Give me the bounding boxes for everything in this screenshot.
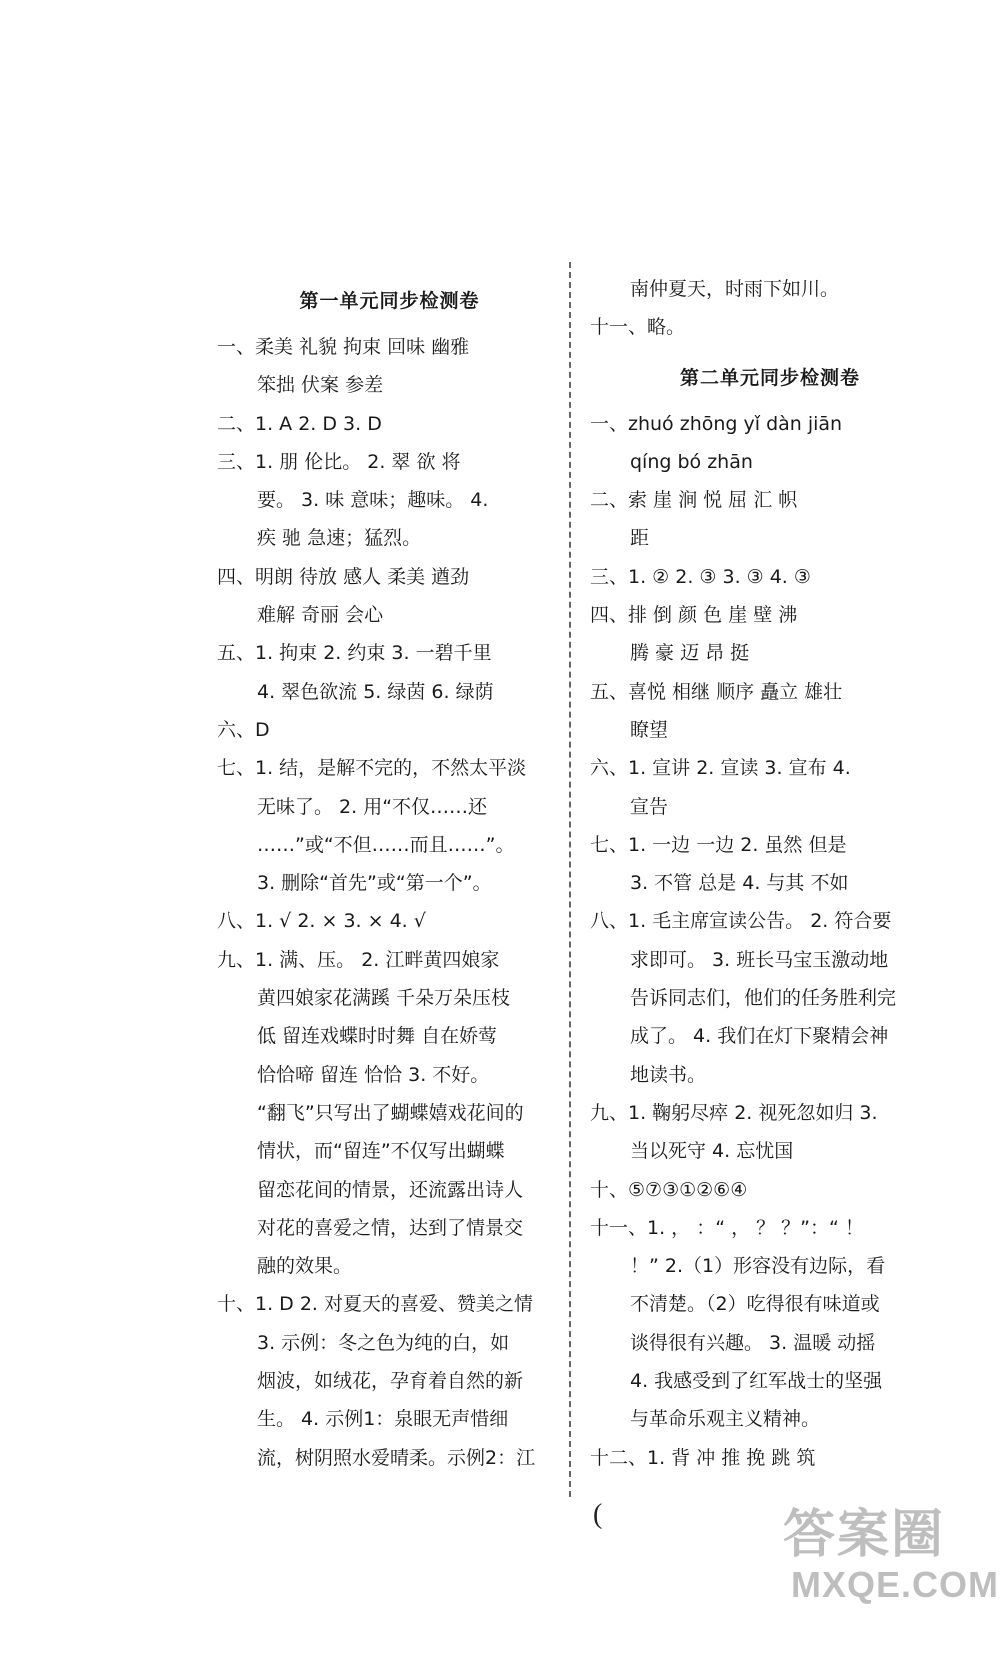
answer-line: 无味了。 2. 用“不仅……还 — [257, 795, 488, 818]
answer-item — [590, 902, 950, 1093]
answer-line: 烟波，如绒花，孕育着自然的新 — [257, 1370, 524, 1393]
answer-line: 4. 翠色欲流 5. 绿茵 6. 绿荫 — [257, 680, 494, 703]
answer-line: 一、柔美 礼貌 拘束 回味 幽雅 — [217, 336, 470, 358]
answer-line: 恰恰啼 留连 恰恰 3. 不好。 — [257, 1063, 490, 1086]
answer-item — [590, 826, 950, 903]
answer-line: 四、排 倒 颜 色 崖 壁 沸 — [590, 604, 798, 627]
answer-line: ……”或“不但……而且……”。 — [257, 833, 515, 856]
answer-line: 成了。 4. 我们在灯下聚精会神 — [630, 1025, 889, 1048]
answer-line: 三、1. 朋 伦比。 2. 翠 欲 将 — [217, 450, 461, 473]
answer-line: 腾 豪 迈 昂 挺 — [630, 642, 750, 665]
unit1-answers — [217, 328, 562, 1477]
answer-line: 二、索 崖 涧 悦 屈 汇 帜 — [590, 489, 798, 512]
answer-item — [590, 481, 950, 558]
answer-line: 3. 示例：冬之色为纯的白，如 — [257, 1331, 510, 1354]
answer-item — [590, 1209, 950, 1439]
answer-line: 一、zhuó zhōng yǐ dàn jiān — [590, 412, 843, 435]
answer-item — [217, 443, 562, 558]
answer-line: 难解 奇丽 会心 — [257, 604, 384, 627]
unit1-title: 第一单元同步检测卷 — [299, 290, 480, 312]
answer-item — [217, 1285, 562, 1476]
answer-line: 当以死守 4. 忘忧国 — [630, 1140, 794, 1163]
answer-line: 笨拙 伏案 参差 — [257, 374, 384, 397]
answer-item — [590, 405, 950, 482]
answer-line: 瞭望 — [630, 718, 669, 741]
answer-line: 3. 删除“首先”或“第一个”。 — [257, 872, 492, 895]
answer-item — [590, 596, 950, 673]
answer-line: qíng bó zhān — [630, 450, 753, 473]
answer-line: 五、喜悦 相继 顺序 矗立 雄壮 — [590, 680, 843, 703]
answer-item — [217, 711, 562, 749]
answer-line: 七、1. 结，是解不完的，不然太平淡 — [217, 757, 527, 780]
answer-line: 告诉同志们，他们的任务胜利完 — [630, 987, 897, 1010]
answer-item — [217, 405, 562, 443]
answer-line: 疾 驰 急速；猛烈。 — [257, 527, 422, 550]
answer-line: 3. 不管 总是 4. 与其 不如 — [630, 872, 849, 895]
answer-line: 五、1. 拘束 2. 约束 3. 一碧千里 — [217, 642, 492, 665]
answer-item — [590, 749, 950, 826]
answer-line: 要。 3. 味 意味；趣味。 4. — [257, 489, 489, 512]
answer-line: 十一、1. ， ：“ ， ？ ？”：“ ！ — [590, 1216, 864, 1239]
watermark-url: MXQE.COM — [791, 1564, 1000, 1605]
page-mark: ( — [593, 1499, 603, 1530]
answer-line: 十一、略。 — [590, 316, 686, 339]
answer-item — [217, 634, 562, 711]
answer-line: 与革命乐观主义精神。 — [630, 1408, 821, 1431]
answer-line: 八、1. 毛主席宣读公告。 2. 符合要 — [590, 910, 892, 933]
answer-line: 求即可。 3. 班长马宝玉激动地 — [630, 948, 889, 971]
left-column — [217, 270, 562, 1477]
answer-item — [217, 941, 562, 1286]
answer-line: 留恋花间的情景，还流露出诗人 — [257, 1178, 524, 1201]
answer-line: 地读书。 — [630, 1063, 707, 1086]
watermark-logo — [783, 1492, 1000, 1652]
answer-item — [217, 328, 562, 405]
unit2-title: 第二单元同步检测卷 — [679, 366, 860, 389]
answer-item — [217, 749, 562, 902]
answer-line: 六、D — [217, 718, 270, 741]
answer-line: 南仲夏天，时雨下如川。 — [630, 278, 840, 300]
answer-line: 黄四娘家花满蹊 千朵万朵压枝 — [257, 987, 511, 1010]
answer-item — [217, 558, 562, 635]
answer-item — [590, 1439, 950, 1477]
answer-line: 情状，而“留连”不仅写出蝴蝶 — [257, 1140, 505, 1163]
answer-item — [590, 270, 950, 308]
unit1-answers-continued — [590, 270, 950, 347]
answer-line: 八、1. √ 2. × 3. × 4. √ — [217, 910, 426, 933]
answer-item — [590, 308, 950, 346]
answer-line: 谈得很有兴趣。 3. 温暖 动摇 — [630, 1331, 876, 1354]
answer-line: ！” 2.（1）形容没有边际，看 — [630, 1255, 886, 1278]
answer-item — [590, 1171, 950, 1209]
answer-line: 二、1. A 2. D 3. D — [217, 412, 382, 435]
answer-line: 生。 4. 示例1：泉眼无声惜细 — [257, 1408, 509, 1431]
answer-line: 流，树阴照水爱晴柔。示例2：江 — [257, 1446, 536, 1469]
answer-line: 七、1. 一边 一边 2. 虽然 但是 — [590, 833, 847, 856]
right-column — [590, 270, 950, 1477]
answer-item — [590, 1094, 950, 1171]
watermark-text: 答案圈 — [783, 1505, 946, 1565]
answer-item — [590, 673, 950, 750]
answer-line: 4. 我感受到了红军战士的坚强 — [630, 1370, 883, 1393]
answer-line: 九、1. 鞠躬尽瘁 2. 视死忽如归 3. — [590, 1101, 878, 1124]
answer-line: 十、1. D 2. 对夏天的喜爱、赞美之情 — [217, 1293, 534, 1316]
answer-line: 距 — [630, 527, 650, 550]
answer-line: 九、1. 满、压。 2. 江畔黄四娘家 — [217, 948, 500, 971]
column-divider — [569, 262, 571, 1497]
answer-line: 十、⑤⑦③①②⑥④ — [590, 1178, 748, 1201]
answer-line: “翻飞”只写出了蝴蝶嬉戏花间的 — [257, 1101, 524, 1124]
answer-item — [590, 558, 950, 596]
answer-line: 低 留连戏蝶时时舞 自在娇莺 — [257, 1025, 498, 1048]
answer-line: 十二、1. 背 冲 推 挽 跳 筑 — [590, 1446, 816, 1469]
answer-line: 三、1. ② 2. ③ 3. ③ 4. ③ — [590, 565, 811, 588]
answer-line: 六、1. 宣讲 2. 宣读 3. 宣布 4. — [590, 757, 851, 780]
answer-line: 宣告 — [630, 795, 669, 818]
unit2-answers — [590, 405, 950, 1477]
answer-line: 四、明朗 待放 感人 柔美 遒劲 — [217, 565, 470, 588]
answer-line: 融的效果。 — [257, 1255, 353, 1278]
answer-line: 对花的喜爱之情，达到了情景交 — [257, 1216, 524, 1239]
answer-item — [217, 902, 562, 940]
answer-line: 不清楚。（2）吃得很有味道或 — [630, 1293, 880, 1316]
